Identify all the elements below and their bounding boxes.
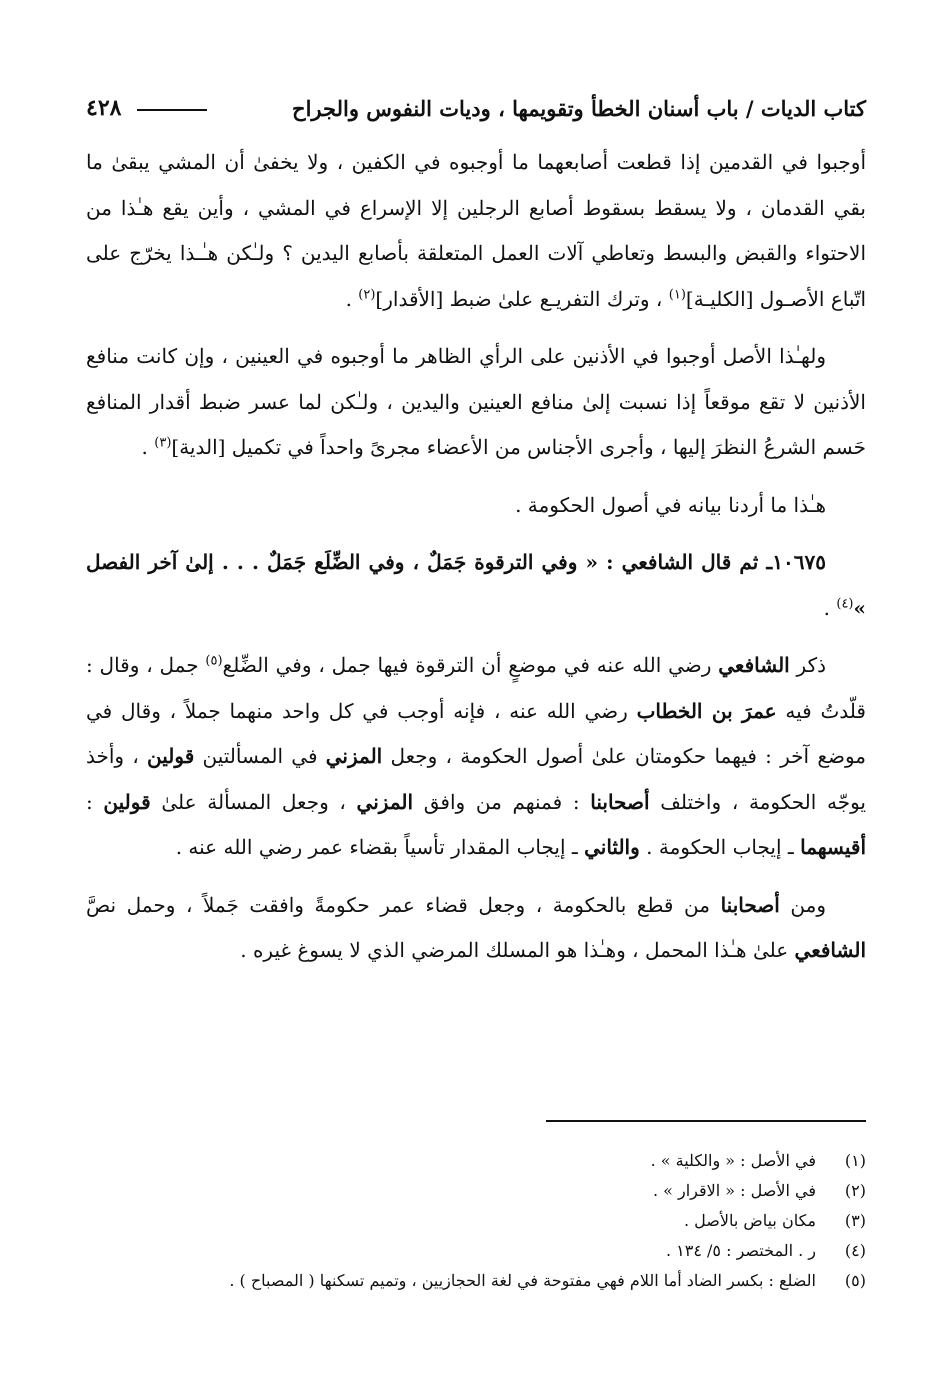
text-run: أوجبوا في القدمين إذا قطعت أصابعهما ما أوجبوه في الكفين ، ولا يخفىٰ أن المشي يبقىٰ ما بقي القدمان ، ولا يسقط بسقوط أصابع الرجلين إلا الإسراع في المشي ، وأين يقع هـٰذا من الاحتواء والقبض والبسط وتعاطي آلات العمل المتعلقة بأصابع اليدين ؟ ولـٰكن هـٰـذا يخرّج على اتّباع الأصـول [الكليـة] (86, 150, 866, 311)
bold-run: أصحابنا (720, 892, 780, 917)
footnote-5 (86, 1266, 866, 1296)
paragraph-4 (86, 540, 866, 631)
footnote-number: (٢) (844, 1181, 866, 1200)
text-run: . (823, 595, 837, 620)
bold-run: والثاني (584, 835, 640, 859)
footnote-number: (٣) (844, 1211, 866, 1230)
footnote-ref: (٣) (154, 435, 172, 451)
text-run: رضي الله عنه ، فإنه أوجب في كل واحد منهما جملاً ، وقال في موضع آخر : فيهما حكومتان علىٰ أصول الحكومة ، وجعل (86, 698, 866, 768)
text-run: ، وأخذ يوجّه الحكومة ، واختلف (86, 744, 866, 814)
footnote-ref: (١) (668, 286, 686, 302)
paragraph-5 (86, 643, 866, 871)
footnote-text: في الأصل : « الاقرار » . (652, 1181, 816, 1200)
text-run: ـ إيجاب الحكومة . (639, 835, 801, 859)
paragraph-6 (86, 883, 866, 974)
footnote-ref: (٥) (205, 653, 223, 669)
paragraph-3 (86, 483, 866, 529)
text-run: هـٰذا ما أردنا بيانه في أصول الحكومة . (515, 492, 826, 517)
footnotes (86, 1146, 866, 1296)
bold-run: قولين (147, 744, 195, 768)
text-run: : فمنهم من وافق (413, 789, 591, 814)
footnote-3 (86, 1206, 866, 1236)
footnote-text: مكان بياض بالأصل . (683, 1211, 816, 1230)
footnote-text: الضلع : بكسر الضاد أما اللام فهي مفتوحة في لغة الحجازيين ، وتميم تسكنها ( المصباح ) . (229, 1271, 816, 1290)
text-run: علىٰ هـٰذا المحمل ، وهـٰذا هو المسلك المرضي الذي لا يسوغ غيره . (240, 938, 795, 962)
text-run: . (345, 286, 359, 311)
footnote-number: (١) (844, 1151, 866, 1170)
text-run: من قطع بالحكومة ، وجعل قضاء عمر حكومةً وافقت جَملاً ، وحمل نصَّ (86, 892, 721, 917)
bold-run: الشافعي (794, 938, 866, 962)
footnote-text: في الأصل : « والكلية » . (650, 1151, 816, 1170)
footnote-1 (86, 1146, 866, 1176)
text-run: ومن (779, 892, 827, 917)
footnote-ref: (٢) (358, 286, 376, 302)
main-text (86, 140, 866, 986)
page-number: ٤٢٨ (86, 95, 122, 121)
header-page-group (86, 95, 215, 121)
text-run: ، وجعل المسألة علىٰ (150, 789, 357, 814)
footnote-4 (86, 1236, 866, 1266)
header-rule (137, 109, 207, 111)
text-run: جمل ، وقال : قلّدتُ فيه (86, 653, 866, 723)
header-title: كتاب الديات / باب أسنان الخطأ وتقويمها ، وديات النفوس والجراح (292, 95, 866, 121)
text-run: ولهـٰذا الأصل أوجبوا في الأذنين على الرأي الظاهر ما أوجبوه في العينين ، وإن كانت منافع الأذنين لا تقع موقعاً إذا نسبت إلىٰ منافع العينين واليدين ، ولـٰكن لما عسر ضبط أقدار المنافع حَسم الشرعُ النظرَ إليها ، وأجرى الأجناس من الأعضاء مجرىً واحداً في تكميل [الدية] (86, 344, 866, 459)
running-header (86, 88, 866, 128)
text-run: في المسألتين (194, 744, 326, 768)
bold-run: أصحابنا (590, 789, 650, 814)
footnote-separator (546, 1120, 866, 1122)
footnote-number: (٤) (844, 1241, 866, 1260)
text-run: ، وترك التفريـع علىٰ ضبط [الأقدار] (375, 286, 669, 311)
footnote-ref: (٤) (836, 595, 854, 611)
footnote-text: ر . المختصر : ٥/ ١٣٤ . (665, 1241, 816, 1260)
bold-run: أقيسهما (800, 835, 866, 859)
paragraph-1 (86, 140, 866, 322)
text-run: . (141, 435, 155, 459)
bold-run: عمرَ بن الخطاب (636, 698, 777, 723)
text-run: ـ إيجاب المقدار تأسياً بقضاء عمر رضي الله عنه . (175, 835, 585, 859)
bold-run: الشافعي (718, 653, 790, 677)
footnote-2 (86, 1176, 866, 1206)
bold-run: ١٠٦٧٥ـ ثم قال الشافعي : « وفي الترقوة جَمَلٌ ، وفي الضِّلَع جَمَلٌ . . . إلىٰ آخر الفصل » (86, 550, 866, 620)
bold-run: المزني (356, 789, 414, 814)
bold-run: المزني (325, 744, 383, 768)
bold-run: قولين (103, 789, 151, 814)
footnote-number: (٥) (844, 1271, 866, 1290)
text-run: : (86, 789, 104, 814)
text-run: رضي الله عنه في موضعٍ أن الترقوة فيها جمل ، وفي الضِّلع (222, 653, 719, 677)
paragraph-2 (86, 334, 866, 471)
text-run: ذكر (789, 653, 827, 677)
